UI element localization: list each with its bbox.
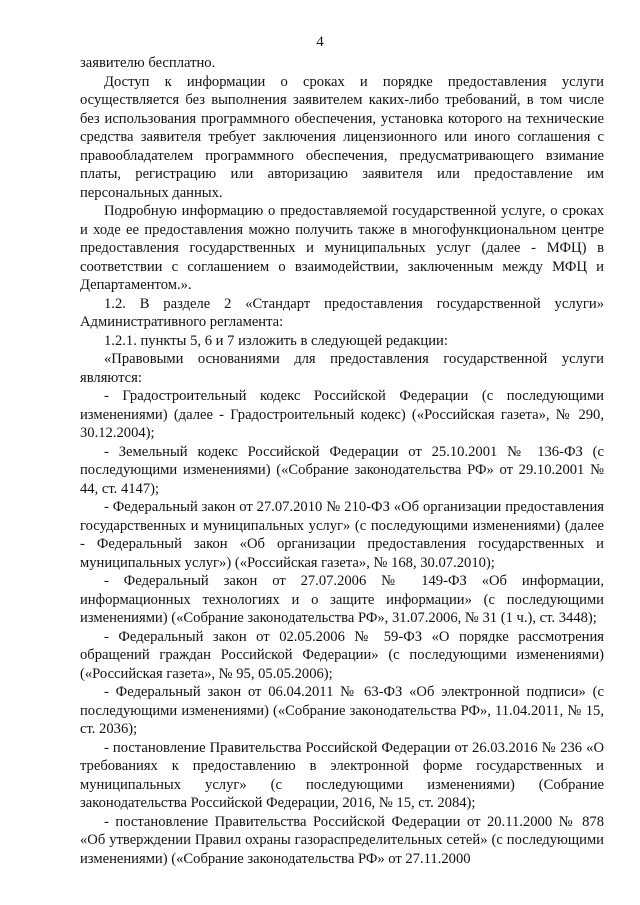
paragraph: - Федеральный закон от 27.07.2006 № 149-ФЗ «Об информации, информационных технологиях и о защите информации» (с последующими изменениями) («Собрание законодательства РФ», 31.07.2006, № 31 (1 ч.), ст. 3448); [80, 573, 604, 626]
paragraph: Доступ к информации о сроках и порядке предоставления услуги осуществляется без выполнения заявителем каких-либо требований, в том числе без использования программного обеспечения, установка которого на технические средства заявителя требует заключения лицензионного или иного соглашения с правообладателем программного обеспечения, предусматривающего взимание платы, регистрацию или авторизацию заявителя или предоставление им персональных данных. [80, 73, 604, 201]
paragraph: 1.2.1. пункты 5, 6 и 7 изложить в следующей редакции: [104, 332, 448, 349]
document-body [80, 54, 604, 868]
page-number: 4 [316, 34, 324, 50]
paragraph: - Федеральный закон от 02.05.2006 № 59-ФЗ «О порядке рассмотрения обращений граждан Российской Федерации» (с последующими изменениями) («Российская газета», № 95, 05.05.2006); [80, 628, 604, 682]
paragraph: 1.2. В разделе 2 «Стандарт предоставления государственной услуги» Административного регламента: [80, 295, 604, 330]
paragraph: Подробную информацию о предоставляемой государственной услуге, о сроках и ходе ее предоставления можно получить также в многофункциональном центре предоставления государственных и муниципальных услуг (далее - МФЦ) в соответствии с соглашением о взаимодействии, заключенным между МФЦ и Департаментом.». [80, 203, 604, 293]
paragraph: - постановление Правительства Российской Федерации от 26.03.2016 № 236 «О требованиях к предоставлению в электронной форме государственных и муниципальных услуг» (с последующими изменениями) (Собрание законодательства Российской Федерации, 2016, № 15, ст. 2084); [80, 739, 604, 811]
paragraph: - Земельный кодекс Российской Федерации от 25.10.2001 № 136-ФЗ (с последующими изменениями) («Собрание законодательства РФ» от 29.10.2001 № 44, ст. 4147); [80, 443, 604, 497]
paragraph: - постановление Правительства Российской Федерации от 20.11.2000 № 878 «Об утверждении Правил охраны газораспределительных сетей» (с последующими изменениями) («Собрание законодательства РФ» от 27.11.2000 [80, 813, 604, 867]
paragraph: - Федеральный закон от 27.07.2010 № 210-ФЗ «Об организации предоставления государственных и муниципальных услуг» (с последующими изменениями) (далее - Федеральный закон «Об организации предоставления государственных и муниципальных услуг») («Российская газета», № 168, 30.07.2010); [80, 499, 604, 571]
paragraph: - Градостроительный кодекс Российской Федерации (с последующими изменениями) (далее - Градостроительный кодекс) («Российская газета», № 290, 30.12.2004); [80, 388, 604, 441]
paragraph: «Правовыми основаниями для предоставления государственной услуги являются: [80, 351, 604, 386]
paragraph: заявителю бесплатно. [80, 55, 216, 71]
paragraph: - Федеральный закон от 06.04.2011 № 63-ФЗ «Об электронной подписи» (с последующими изменениями) («Собрание законодательства РФ», 11.04.2011, № 15, ст. 2036); [80, 684, 604, 737]
